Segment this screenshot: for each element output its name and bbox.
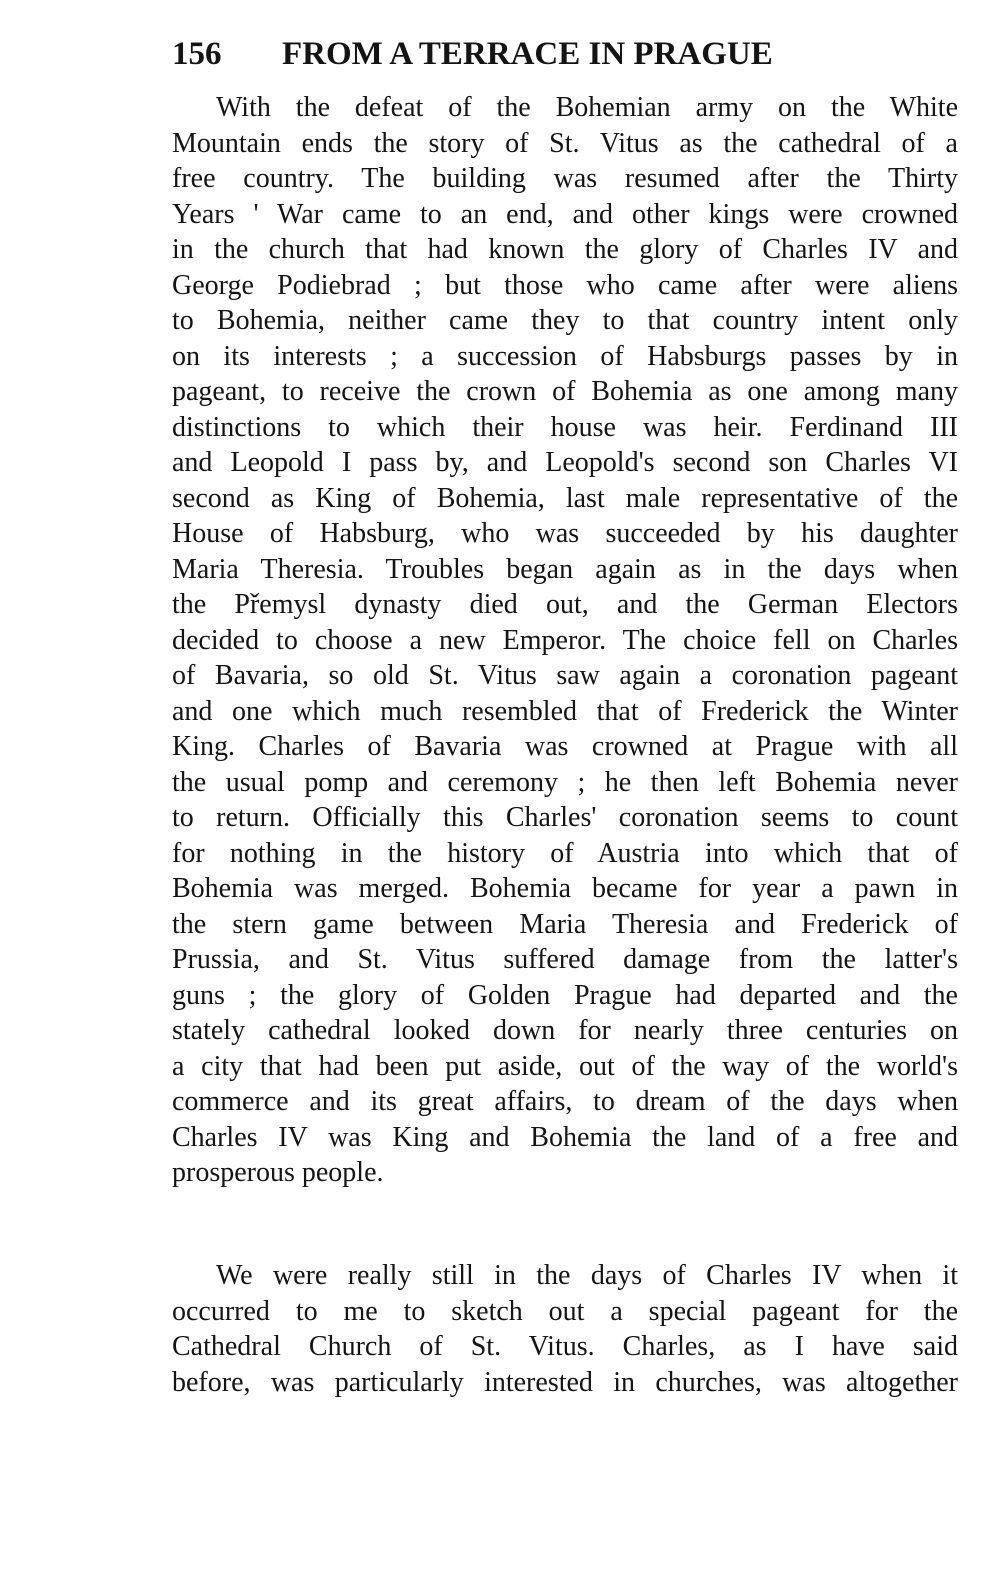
text-line: the Přemysl dynasty died out, and the German Electors — [172, 589, 958, 620]
text-line: Prussia, and St. Vitus suffered damage from the latter's — [172, 944, 958, 975]
text-line: before, was particularly interested in churches, was altogether — [172, 1366, 958, 1398]
text-line: With the defeat of the Bohemian army on the White — [216, 92, 958, 123]
text-line: Years ' War came to an end, and other kings were crowned — [172, 198, 958, 230]
text-line: We were really still in the days of Charles IV when it — [216, 1260, 958, 1291]
text-line: and one which much resembled that of Frederick the Winter — [172, 695, 958, 727]
text-line: Cathedral Church of St. Vitus. Charles, as I have said — [172, 1331, 958, 1362]
running-head — [172, 32, 872, 76]
page-number: 156 — [172, 36, 222, 72]
text-line: for nothing in the history of Austria into which that of — [172, 837, 958, 869]
text-line: occurred to me to sketch out a special pageant for the — [172, 1295, 958, 1327]
text-line: pageant, to receive the crown of Bohemia as one among many — [172, 376, 958, 407]
text-line: King. Charles of Bavaria was crowned at Prague with all — [172, 731, 958, 762]
text-line: the usual pomp and ceremony ; he then left Bohemia never — [172, 766, 958, 798]
paragraph-2 — [172, 1258, 958, 1400]
text-line: House of Habsburg, who was succeeded by his daughter — [172, 518, 958, 549]
text-line: guns ; the glory of Golden Prague had departed and the — [172, 979, 958, 1011]
text-line: and Leopold I pass by, and Leopold's second son Charles VI — [172, 447, 958, 478]
text-line: to return. Officially this Charles' coronation seems to count — [172, 802, 958, 833]
text-line: prosperous people. — [172, 1157, 384, 1188]
text-line: of Bavaria, so old St. Vitus saw again a coronation pageant — [172, 660, 958, 691]
text-line: Maria Theresia. Troubles began again as in the days when — [172, 553, 958, 585]
text-line: George Podiebrad ; but those who came after were aliens — [172, 269, 958, 301]
text-line: Bohemia was merged. Bohemia became for year a pawn in — [172, 873, 958, 904]
text-line: second as King of Bohemia, last male representative of the — [172, 482, 958, 514]
paragraph-1 — [172, 90, 958, 1191]
text-line: decided to choose a new Emperor. The choice fell on Charles — [172, 624, 958, 656]
text-line: the stern game between Maria Theresia and Frederick of — [172, 908, 958, 940]
text-line: commerce and its great affairs, to dream of the days when — [172, 1086, 958, 1117]
text-line: a city that had been put aside, out of the way of the world's — [172, 1050, 958, 1082]
running-title: FROM A TERRACE IN PRAGUE — [282, 36, 773, 72]
text-line: Charles IV was King and Bohemia the land of a free and — [172, 1121, 958, 1153]
text-line: stately cathedral looked down for nearly three centuries on — [172, 1015, 958, 1046]
text-line: distinctions to which their house was heir. Ferdinand III — [172, 411, 958, 443]
text-line: free country. The building was resumed after the Thirty — [172, 163, 958, 194]
text-line: to Bohemia, neither came they to that country intent only — [172, 305, 958, 336]
text-line: in the church that had known the glory of Charles IV and — [172, 234, 958, 265]
text-line: Mountain ends the story of St. Vitus as the cathedral of a — [172, 127, 958, 159]
text-line: on its interests ; a succession of Habsburgs passes by in — [172, 340, 958, 372]
